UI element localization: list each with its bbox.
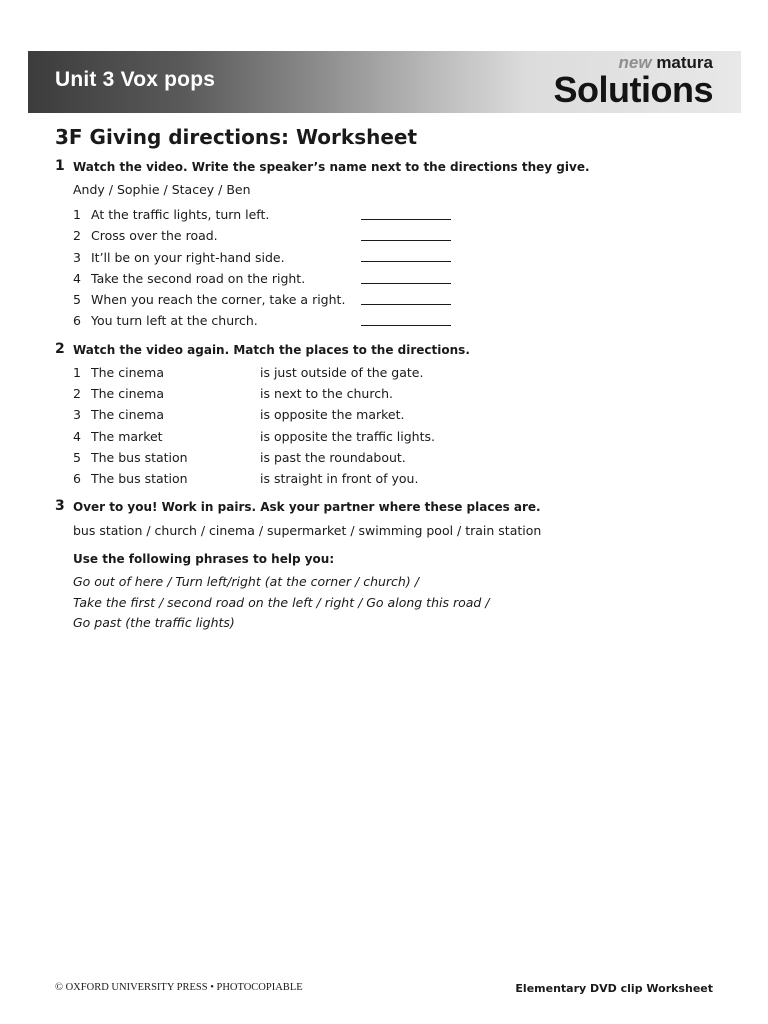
question-2-number: 2 (55, 341, 65, 357)
q2-direction: is straight in front of you. (260, 471, 419, 486)
q2-direction: is next to the church. (260, 386, 393, 401)
q2-item-number: 3 (73, 407, 81, 422)
q1-answer-blank[interactable] (361, 219, 451, 220)
q1-item-text: At the traffic lights, turn left. (91, 207, 270, 222)
q2-item-number: 4 (73, 429, 81, 444)
q1-item-number: 3 (73, 250, 81, 265)
phrases-label: Use the following phrases to help you: (73, 552, 335, 566)
q2-item-number: 2 (73, 386, 81, 401)
q2-place: The bus station (91, 471, 188, 486)
places-list: bus station / church / cinema / supermarket / swimming pool / train station (73, 523, 542, 538)
q2-place: The cinema (91, 365, 165, 380)
q2-place: The market (91, 429, 163, 444)
q1-item-text: Take the second road on the right. (91, 271, 306, 286)
q1-answer-blank[interactable] (361, 304, 451, 305)
q2-item-number: 5 (73, 450, 81, 465)
q2-direction: is just outside of the gate. (260, 365, 424, 380)
q2-direction: is past the roundabout. (260, 450, 406, 465)
phrase-line: Take the first / second road on the left / right / Go along this road / (73, 595, 490, 610)
logo-solutions: Solutions (553, 69, 713, 110)
logo-new: new (618, 53, 652, 72)
question-2-instruction: Watch the video again. Match the places to the directions. (73, 343, 470, 357)
question-1-number: 1 (55, 158, 65, 174)
phrase-line: Go out of here / Turn left/right (at the corner / church) / (73, 574, 419, 589)
q1-item-number: 6 (73, 313, 81, 328)
question-1-instruction: Watch the video. Write the speaker’s name next to the directions they give. (73, 160, 590, 174)
worksheet-footer-title: Elementary DVD clip Worksheet (515, 982, 713, 995)
q2-item-number: 6 (73, 471, 81, 486)
q1-item-number: 5 (73, 292, 81, 307)
question-3-instruction: Over to you! Work in pairs. Ask your partner where these places are. (73, 500, 541, 514)
q1-item-number: 4 (73, 271, 81, 286)
speaker-names: Andy / Sophie / Stacey / Ben (73, 182, 251, 197)
phrase-line: Go past (the traffic lights) (73, 615, 235, 630)
q1-answer-blank[interactable] (361, 240, 451, 241)
q1-answer-blank[interactable] (361, 325, 451, 326)
header-banner (28, 51, 741, 113)
q1-answer-blank[interactable] (361, 261, 451, 262)
question-3-number: 3 (55, 498, 65, 514)
q1-item-number: 2 (73, 228, 81, 243)
q2-item-number: 1 (73, 365, 81, 380)
q1-item-text: You turn left at the church. (91, 313, 258, 328)
solutions-logo (554, 54, 714, 108)
q2-direction: is opposite the traffic lights. (260, 429, 435, 444)
q2-place: The cinema (91, 407, 165, 422)
logo-matura: matura (656, 53, 713, 72)
q1-answer-blank[interactable] (361, 283, 451, 284)
q1-item-text: It’ll be on your right-hand side. (91, 250, 285, 265)
q1-item-number: 1 (73, 207, 81, 222)
q2-direction: is opposite the market. (260, 407, 405, 422)
q2-place: The cinema (91, 386, 165, 401)
q1-item-text: Cross over the road. (91, 228, 218, 243)
q2-place: The bus station (91, 450, 188, 465)
unit-title: Unit 3 Vox pops (55, 68, 216, 91)
copyright-footer: © OXFORD UNIVERSITY PRESS • PHOTOCOPIABLE (55, 982, 303, 993)
worksheet-heading: 3F Giving directions: Worksheet (55, 125, 418, 149)
q1-item-text: When you reach the corner, take a right. (91, 292, 346, 307)
